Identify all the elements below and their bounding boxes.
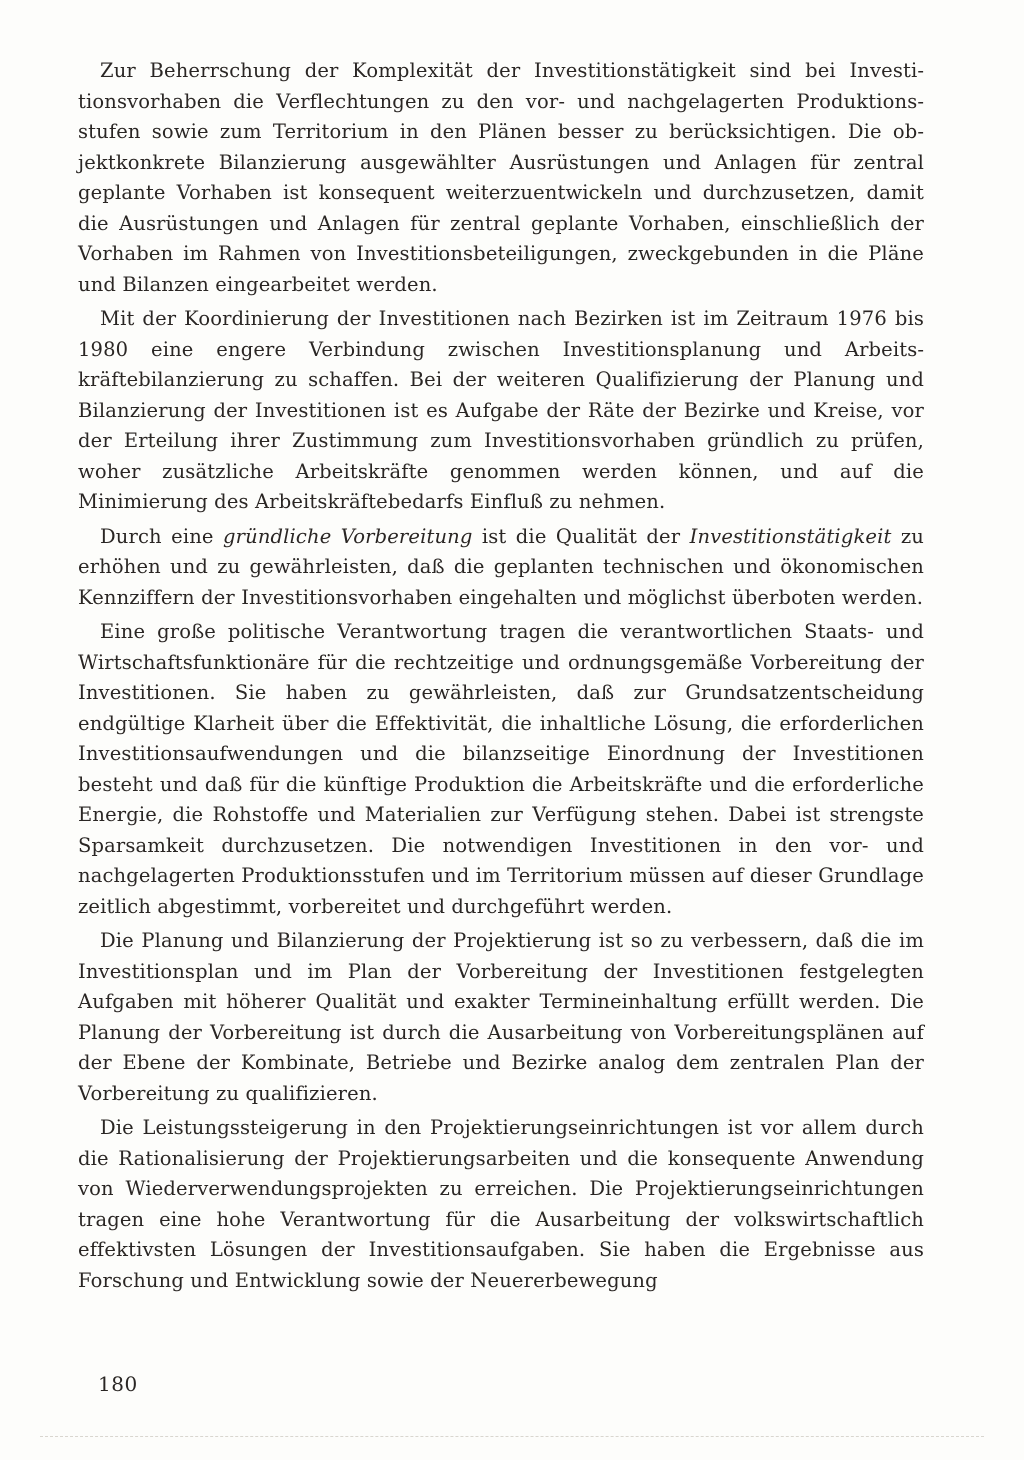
text-segment: Die Planung und Bilanzierung der Projektierung ist so zu verbessern, daß die im Investitionsplan und im Plan der Vorbereitung der Investitionen festgelegten Aufgaben mit höherer Qualität und exakter Termineinhaltung erfüllt werden. Die Planung der Vorbereitung ist durch die Ausarbeitung von Vorbereitungsplänen auf der Ebene der Kombinate, Betriebe und Bezirke analog dem zentralen Plan der Vorbereitung zu qualifizieren. bbox=[78, 929, 924, 1105]
text-segment: ist die Qualität der bbox=[472, 524, 690, 548]
text-segment: Mit der Koordinierung der Investitionen nach Bezirken ist im Zeitraum 1976 bis 1980 eine engere Verbindung zwischen Investitionsplanung und Arbeitskräftebilanzierung zu schaffen. Bei der weiteren Qualifizierung der Planung und Bilanzierung der Investitionen ist es Aufgabe der Räte der Bezirke und Kreise, vor der Erteilung ihrer Zustimmung zum Investitionsvorhaben gründlich zu prüfen, woher zusätzliche Arbeitskräfte genommen werden können, und auf die Minimierung des Arbeitskräftebedarfs Einfluß zu nehmen. bbox=[78, 307, 924, 513]
emphasis-text: Investitionstätigkeit bbox=[689, 524, 892, 548]
text-segment: Zur Beherrschung der Komplexität der Investitionstätigkeit sind bei Investitionsvorhaben die Verflechtungen zu den vor- und nachgelagerten Produktionsstufen sowie zum Territorium in den Plänen besser zu berücksichtigen. Die objektkonkrete Bilanzierung ausgewählter Ausrüstungen und Anlagen für zentral geplante Vorhaben ist konsequent weiterzuentwickeln und durchzusetzen, damit die Ausrüstungen und Anlagen für zentral geplante Vorhaben, einschließlich der Vorhaben im Rahmen von Investitionsbeteiligungen, zweckgebunden in die Pläne und Bilanzen eingearbeitet werden. bbox=[78, 59, 924, 296]
emphasis-text: gründliche Vorbereitung bbox=[223, 524, 473, 548]
text-segment: zu erhöhen und zu gewährleisten, daß die geplanten technischen und ökonomischen Kennziffern der Investitionsvorhaben eingehalten und möglichst überboten werden. bbox=[78, 524, 925, 609]
paragraph bbox=[78, 304, 924, 518]
body-text bbox=[78, 56, 924, 1300]
paragraph bbox=[78, 56, 924, 300]
text-segment: Die Leistungssteigerung in den Projektierungseinrichtungen ist vor allem durch die Rationalisierung der Projektierungsarbeiten und die konsequente Anwendung von Wiederverwendungsprojekten zu erreichen. Die Projektierungseinrichtungen tragen eine hohe Verantwortung für die Ausarbeitung der volkswirtschaftlich effektivsten Lösungen der Investitionsaufgaben. Sie haben die Ergebnisse aus Forschung und Entwicklung sowie der Neuererbewegung bbox=[78, 1116, 924, 1292]
page-number: 180 bbox=[98, 1372, 138, 1396]
paragraph bbox=[78, 617, 924, 922]
text-segment: Durch eine bbox=[100, 524, 223, 548]
text-segment: Eine große politische Verantwortung tragen die verantwortlichen Staats- und Wirtschaftsfunktionäre für die rechtzeitige und ordnungsgemäße Vorbereitung der Investitionen. Sie haben zu gewährleisten, daß zur Grundsatzentscheidung endgültige Klarheit über die Effektivität, die inhaltliche Lösung, die erforderlichen Investitionsaufwendungen und die bilanzseitige Einordnung der Investitionen besteht und daß für die künftige Produktion die Arbeitskräfte und die erforderliche Energie, die Rohstoffe und Materialien zur Verfügung stehen. Dabei ist strengste Sparsamkeit durchzusetzen. Die notwendigen Investitionen in den vor- und nachgelagerten Produktionsstufen und im Territorium müssen auf dieser Grundlage zeitlich abgestimmt, vorbereitet und durchgeführt werden. bbox=[78, 620, 924, 918]
scan-edge-divider bbox=[40, 1436, 984, 1437]
paragraph bbox=[78, 522, 924, 614]
paragraph bbox=[78, 1113, 924, 1296]
paragraph bbox=[78, 926, 924, 1109]
